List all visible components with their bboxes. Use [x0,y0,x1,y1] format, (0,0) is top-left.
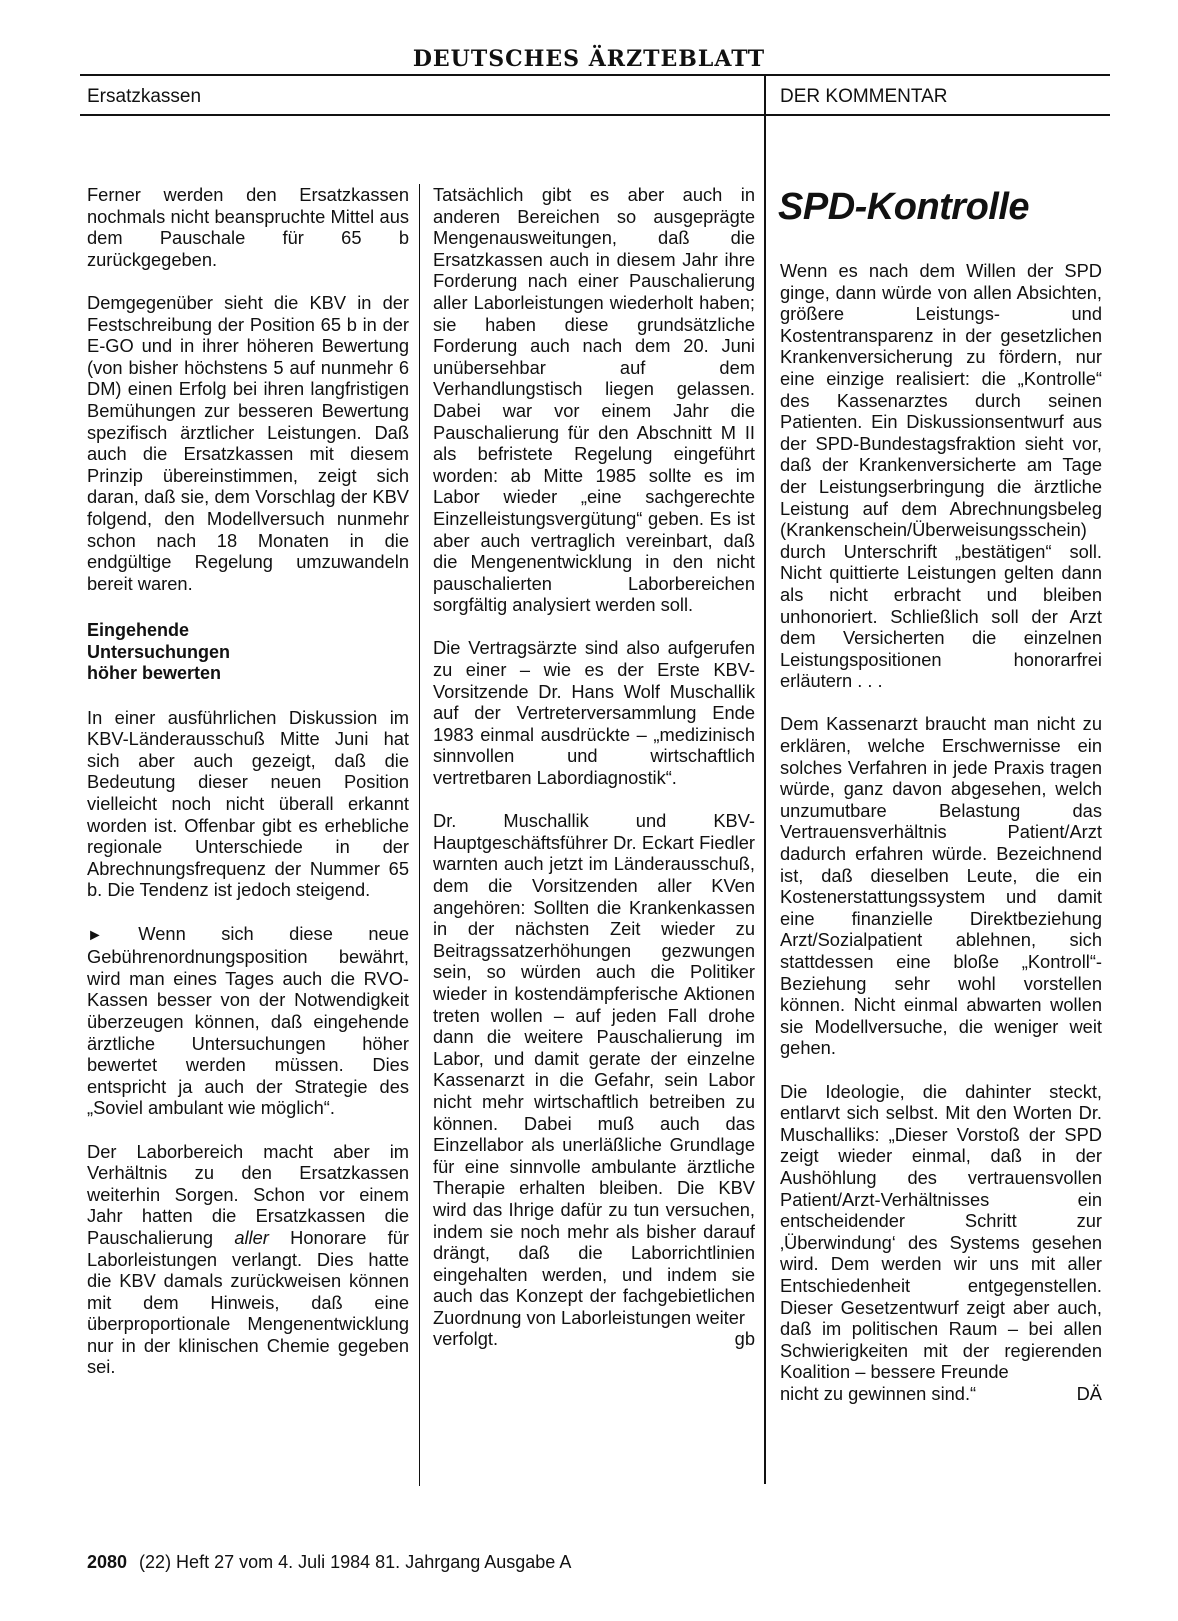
paragraph-text: Wenn sich diese neue Gebührenordnungsposition bewährt, wird man eines Tages auch die RVO-Kassen besser von der Notwendigkeit überzeugen können, daß eingehende ärztliche Untersuchungen höher bewertet werden müssen. Dies entspricht ja auch der Strategie des „Soviel ambulant wie möglich“. [87,922,409,1119]
issue-info: (22) Heft 27 vom 4. Juli 1984 81. Jahrgang Ausgabe A [139,1552,572,1572]
commentary-title: SPD-Kontrolle [778,186,1030,228]
paragraph: In einer ausführlichen Diskussion im KBV-Länderausschuß Mitte Juni hat sich aber auch gezeigt, daß die Bedeutung dieser neuen Position vielleicht noch nicht überall erkannt worden ist. Offenbar gibt es erhebliche regionale Unterschiede in der Abrechnungsfrequenz der Nummer 65 b. Die Tendenz ist jedoch steigend. [87,706,409,901]
closing-line [433,1328,755,1350]
closing-text: verfolgt. [433,1328,499,1350]
page-number: 2080 [87,1552,128,1572]
paragraph-text: Der Laborbereich macht aber im Verhältnis zu den Ersatzkassen weiterhin Sorgen. Schon vor einem Jahr hatten die Ersatzkassen die Pauschalierung [87,1140,409,1248]
paragraph: Wenn es nach dem Willen der SPD ginge, dann würde von allen Absichten, größere Leistungs- und Kostentransparenz in der gesetzlichen Krankenversicherung zu fördern, nur eine einzige realisiert: die „Kontrolle“ des Kassenarztes durch seinen Patienten. Ein Diskussionsentwurf aus der SPD-Bundestagsfraktion sieht vor, daß der Krankenversicherte am Tage der Leistungserbringung die ärztliche Leistung auf dem Abrechnungsbeleg (Krankenschein/Überweisungsschein) durch Unterschrift „bestätigen“ soll. Nicht quittierte Leistungen gelten dann als nicht erbracht und bleiben unhonoriert. Schließlich soll der Arzt dem Versicherten die einzelnen Leistungspositionen honorarfrei erläutern . . . [780,260,1102,692]
subheading-line: Untersuchungen [87,641,231,662]
paragraph: Ferner werden den Ersatzkassen nochmals nicht beanspruchte Mittel aus dem Pauschale für 65 b zurückgegeben. [87,184,409,270]
paragraph [87,923,409,1119]
author-sign: DÄ [1076,1382,1102,1404]
emphasis: aller [234,1226,269,1248]
commentary-divider [764,74,766,1484]
subheading-line: Eingehende [87,620,190,641]
subheading [87,620,409,685]
header-rule [80,114,1110,116]
subheading-line: höher bewerten [87,663,222,684]
page-footer [87,1552,571,1573]
paragraph: Die Ideologie, die dahinter steckt, entlarvt sich selbst. Mit den Worten Dr. Muschalliks: „Dieser Vorstoß der SPD zeigt wieder einmal, daß in der Aushöhlung des vertrauensvollen Patient/Arzt-Verhältnisses ein entscheidender Schritt zur ‚Überwindung‘ des Systems gesehen wird. Dem werden wir uns mit aller Entschiedenheit entgegenstellen. Dieser Gesetzentwurf zeigt aber auch, daß im politischen Raum – bei allen Schwierigkeiten mit der regierenden Koalition – bessere Freunde [780,1080,1102,1383]
article-column-2 [433,184,755,1350]
masthead: DEUTSCHES ÄRZTEBLATT [412,46,766,72]
paragraph: Dem Kassenarzt braucht man nicht zu erklären, welche Erschwernisse ein solches Verfahren in jede Praxis tragen würde, ganz davon abgesehen, welch unzumutbare Belastung das Vertrauensverhältnis Patient/Arzt dadurch erfahren würde. Bezeichnend ist, daß dieselben Leute, die ein Kostenerstattungssystem und damit eine finanzielle Direktbeziehung Arzt/Sozialpatient ablehnen, sich stattdessen eine bloße „Kontroll“-Beziehung sehr wohl vorstellen können. Nicht einmal abwarten wollen sie Modellversuche, die weniger weit gehen. [780,713,1102,1059]
section-label: Ersatzkassen [87,86,202,107]
masthead-rule [80,74,1110,76]
closing-line [780,1383,1102,1405]
commentary-column [780,260,1102,1404]
paragraph [87,1141,409,1379]
paragraph: Die Vertragsärzte sind also aufgerufen zu einer – wie es der Erste KBV-Vorsitzende Dr. Hans Wolf Muschallik auf der Vertreterversammlung Ende 1983 einmal ausdrückte – „medizinisch sinnvollen und wirtschaftlich vertretbaren Labordiagnostik“. [433,637,755,789]
paragraph: Tatsächlich gibt es aber auch in anderen Bereichen so ausgeprägte Mengenausweitungen, daß die Ersatzkassen auch in diesem Jahr ihre Forderung nach einer Pauschalierung aller Laborleistungen wiederholt haben; sie haben diese grundsätzliche Forderung auch nach dem 20. Juni unübersehbar auf dem Verhandlungstisch liegen gelassen. Dabei war vor einem Jahr die Pauschalierung für den Abschnitt M II als befristete Regelung eingeführt worden: ab Mitte 1985 sollte es im Labor wieder „eine sachgerechte Einzelleistungsvergütung“ geben. Es ist aber auch vertraglich vereinbart, daß die Mengenentwicklung in den nicht pauschalierten Laborbereichen sorgfältig analysiert werden soll. [433,184,755,616]
paragraph: Demgegenüber sieht die KBV in der Festschreibung der Position 65 b in der E-GO und in ihrer höheren Bewertung (von bisher höchstens 5 auf nunmehr 6 DM) einen Erfolg bei ihren langfristigen Bemühungen zur besseren Bewertung spezifisch ärztlicher Leistungen. Daß auch die Ersatzkassen mit diesem Prinzip übereinstimmen, zeigt sich daran, daß sie, dem Vorschlag der KBV folgend, den Modellversuch nunmehr schon nach 18 Monaten in die endgültige Regelung umzuwandeln bereit waren. [87,291,409,594]
author-sign: gb [734,1328,755,1350]
paragraph-text: Honorare für Laborleistungen verlangt. Dies hatte die KBV damals zurückweisen können mit dem Hinweis, daß eine überproportionale Mengenentwicklung nur in der klinischen Chemie gegeben sei. [87,1226,409,1378]
commentary-label: DER KOMMENTAR [780,86,948,107]
paragraph: Dr. Muschallik und KBV-Hauptgeschäftsführer Dr. Eckart Fiedler warnten auch jetzt im Länderausschuß, dem die Vorsitzenden aller KVen angehören: Sollten die Krankenkassen in der nächsten Zeit wieder zu Beitragssatzerhöhungen gezwungen sein, so würden auch die Politiker wieder in kostendämpferische Aktionen treten wollen – auf jeden Fall drohe dann die weitere Pauschalierung im Labor, und damit gerate der einzelne Kassenarzt in die Gefahr, sein Labor nicht mehr wirtschaftlich betreiben zu können. Dabei muß auch das Einzellabor als unerläßliche Grundlage für eine sinnvolle ambulante ärztliche Therapie erhalten bleiben. Die KBV wird das Ihrige dafür zu tun versuchen, indem sie noch mehr als bisher darauf drängt, daß die Laborrichtlinien eingehalten werden, und indem sie auch das Konzept der fachgebietlichen Zuordnung von Laborleistungen weiter [433,810,755,1328]
closing-text: nicht zu gewinnen sind.“ [780,1382,977,1404]
arrow-bullet-icon: ► [87,926,103,944]
article-column-1 [87,184,409,1400]
column-divider [419,184,420,1486]
